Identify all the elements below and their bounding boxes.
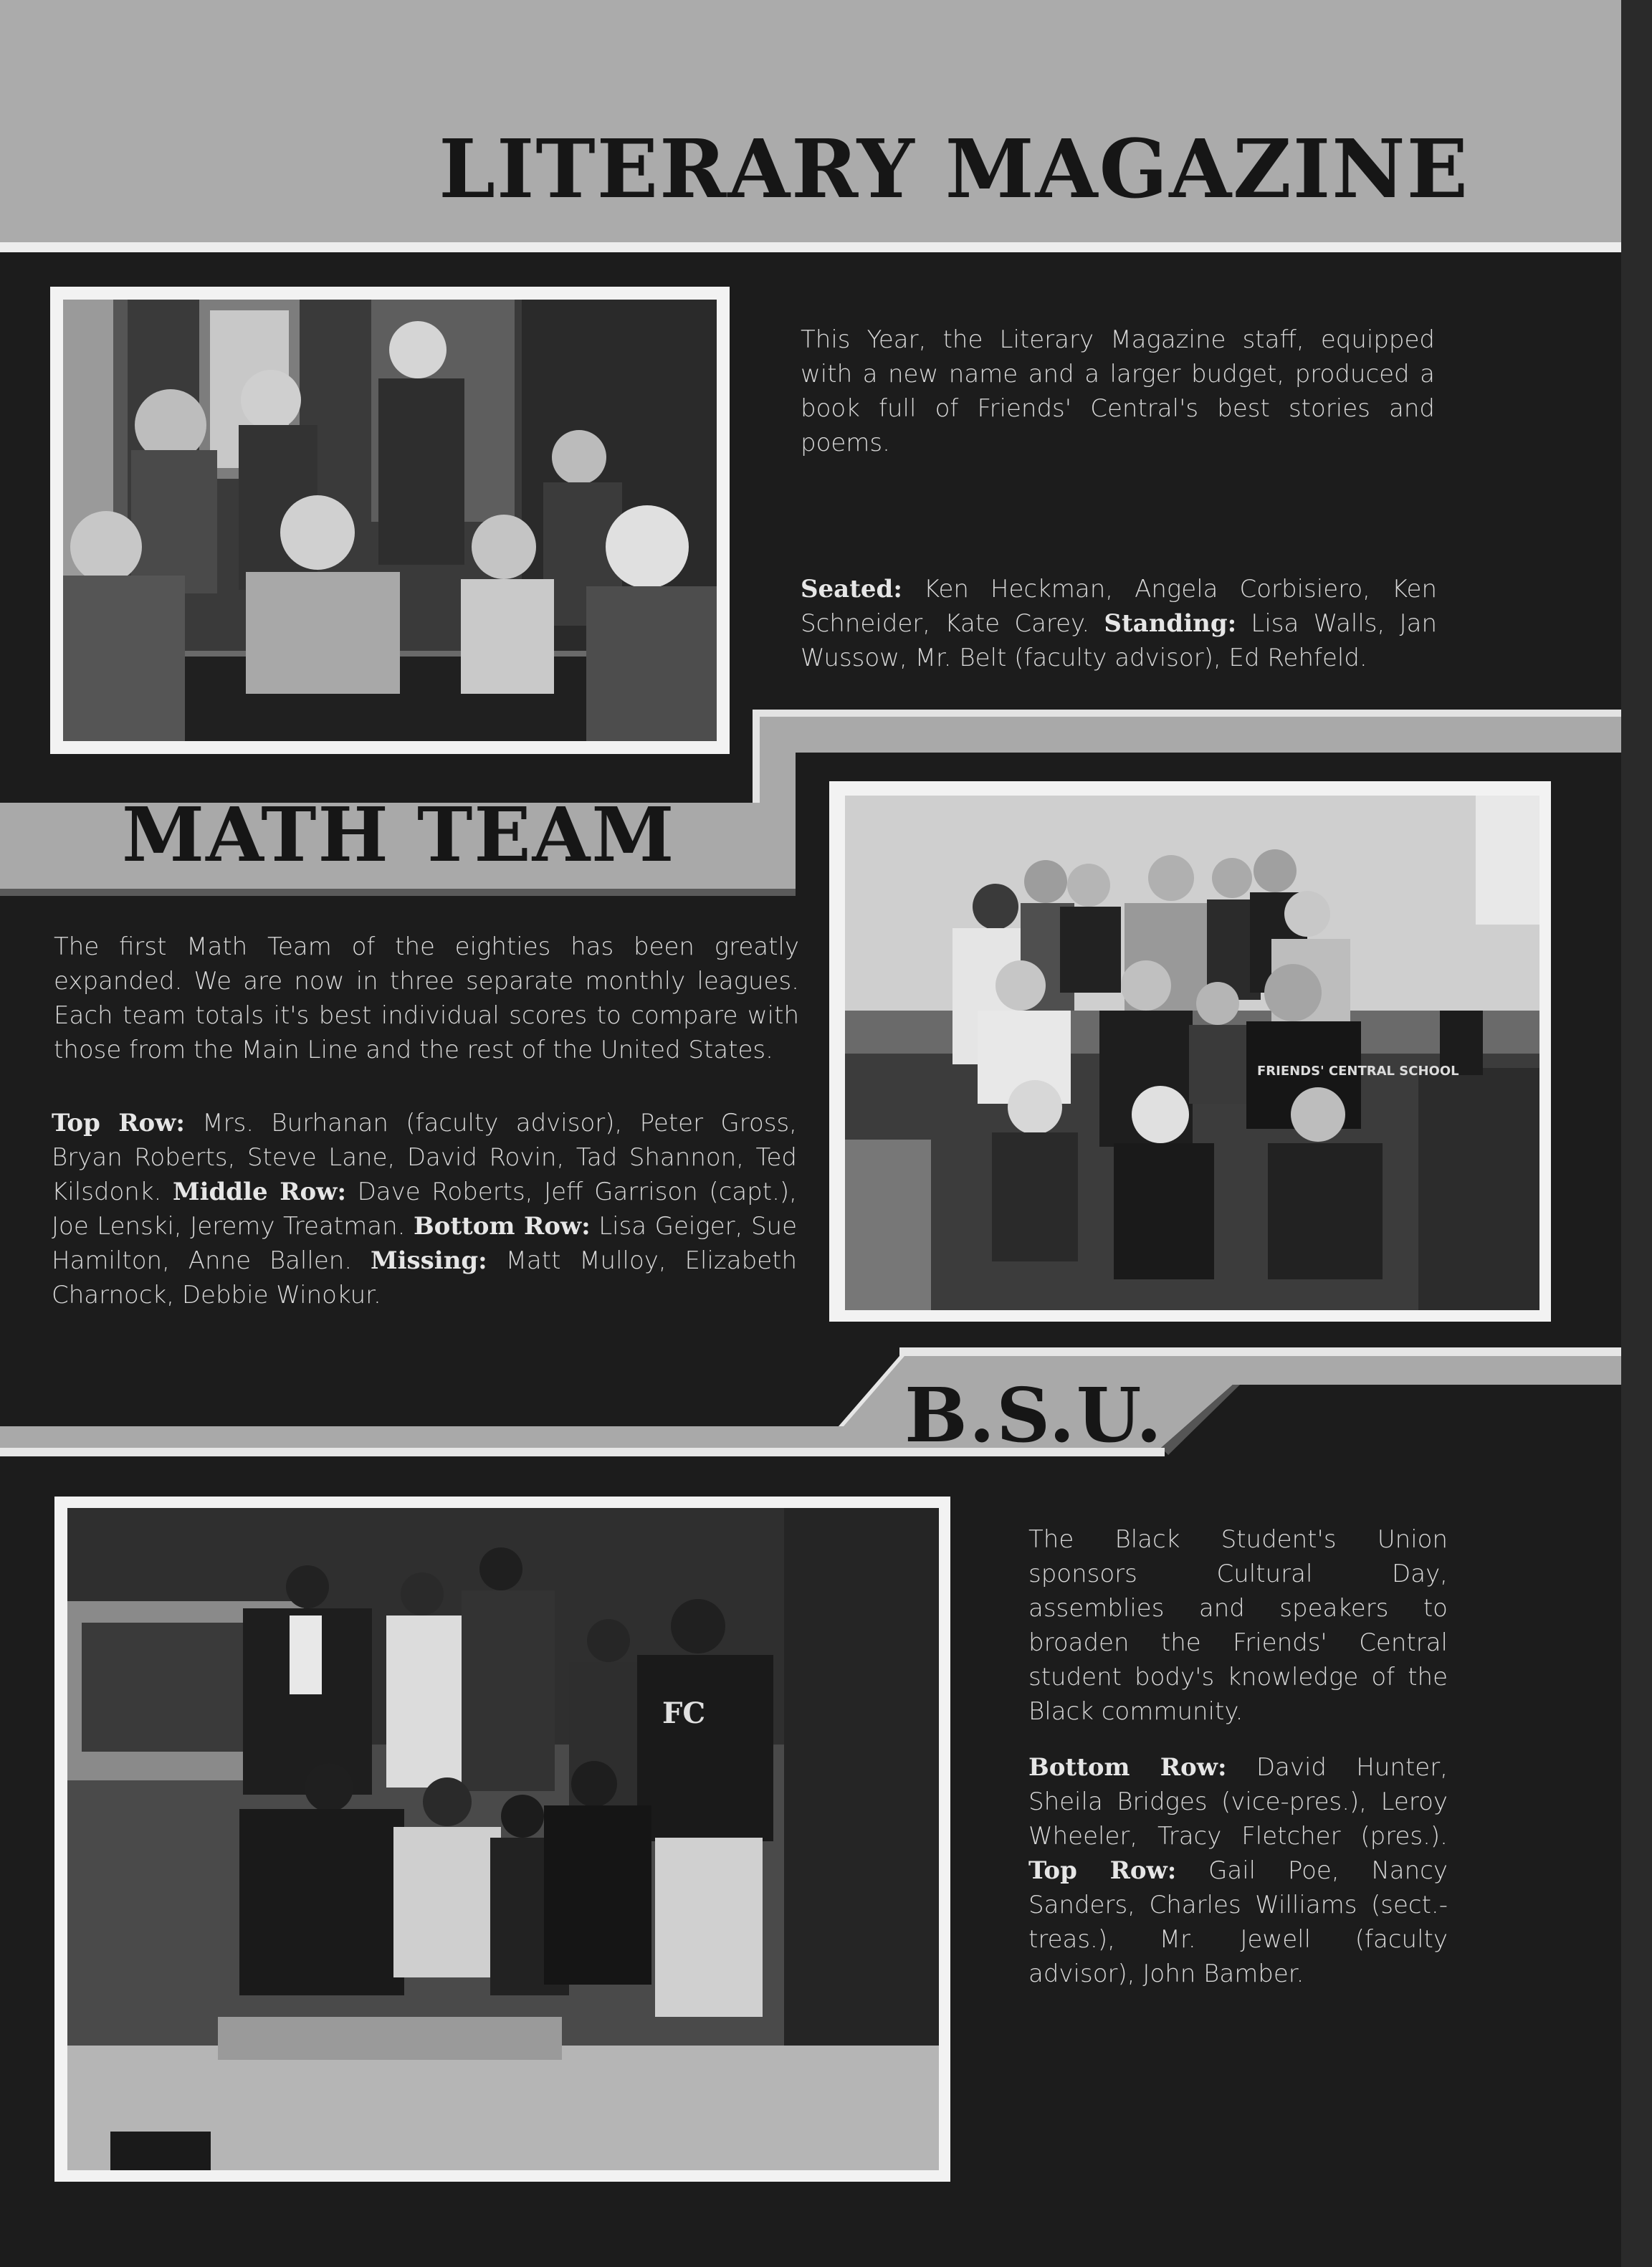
heading-literary-magazine: LITERARY MAGAZINE [439,123,1469,216]
math-caption-top-row-names: Mrs. Burhanan (faculty advisor), Peter Gross, Bryan Roberts, Steve Lane, David Rovin, Tad Shannon, Ted Kilsdonk. [52,1109,797,1206]
bsu-caption-top-row-label: Top Row: [1028,1856,1177,1885]
band-bsu [0,1347,1621,1476]
heading-math-team: MATH TEAM [122,791,676,879]
literary-caption-seated-label: Seated: [801,575,902,603]
bsu-caption-top-row-names: Gail Poe, Nancy Sanders, Charles Williams (sect.-treas.), Mr. Jewell (faculty advisor), John Bamber. [1028,1856,1448,1988]
math-caption-middle-row-names: Dave Roberts, Jeff Garrison (capt.), Joe Lenski, Jeremy Treatman. [52,1178,797,1241]
math-caption-missing-names: Matt Mulloy, Elizabeth Charnock, Debbie Winokur. [52,1246,797,1309]
bsu-caption-bottom-row-label: Bottom Row: [1028,1753,1227,1782]
math-caption-top-row-label: Top Row: [52,1109,185,1137]
literary-caption-standing-names: Lisa Walls, Jan Wussow, Mr. Belt (faculty advisor), Ed Rehfeld. [801,609,1437,672]
header-band-rule [0,242,1621,252]
math-caption-bottom-row-label: Bottom Row: [413,1212,591,1241]
math-caption [52,1106,797,1312]
math-caption-middle-row-label: Middle Row: [172,1178,346,1206]
math-description: The first Math Team of the eighties has been greatly expanded. We are now in three separate monthly leagues. Each team totals it's best individual scores to compare with those from the Main Line and the rest of the United States. [54,932,799,1064]
literary-caption-seated-names: Ken Heckman, Angela Corbisiero, Ken Schneider, Kate Carey. [801,575,1437,638]
bsu-description: The Black Student's Union sponsors Cultural Day, assemblies and speakers to broaden the Friends' Central student body's knowledge of the Black community. [1028,1525,1448,1726]
photo-bsu-image [67,1508,939,2170]
heading-bsu: B.S.U. [904,1371,1164,1459]
literary-description: This Year, the Literary Magazine staff, equipped with a new name and a larger budget, produced a book full of Friends' Central's best stories and poems. [801,325,1435,457]
bsu-photo-jacket-monogram: FC [662,1696,706,1730]
literary-caption [801,572,1437,675]
bsu-caption-bottom-row-names: David Hunter, Sheila Bridges (vice-pres.), Leroy Wheeler, Tracy Fletcher (pres.). [1028,1753,1448,1851]
photo-bsu [54,1497,950,2182]
literary-caption-standing-label: Standing: [1104,609,1237,638]
photo-literary-magazine [50,287,730,754]
math-caption-bottom-row-names: Lisa Geiger, Sue Hamilton, Anne Ballen. [52,1212,797,1275]
math-caption-missing-label: Missing: [370,1246,487,1275]
page-edge [1621,0,1652,2267]
photo-math-team [829,781,1551,1322]
photo-literary-image [63,300,717,741]
math-photo-sweatshirt-text: FRIENDS' CENTRAL SCHOOL [1257,1064,1459,1079]
bsu-caption [1028,1750,1448,1991]
photo-math-image [845,796,1539,1310]
